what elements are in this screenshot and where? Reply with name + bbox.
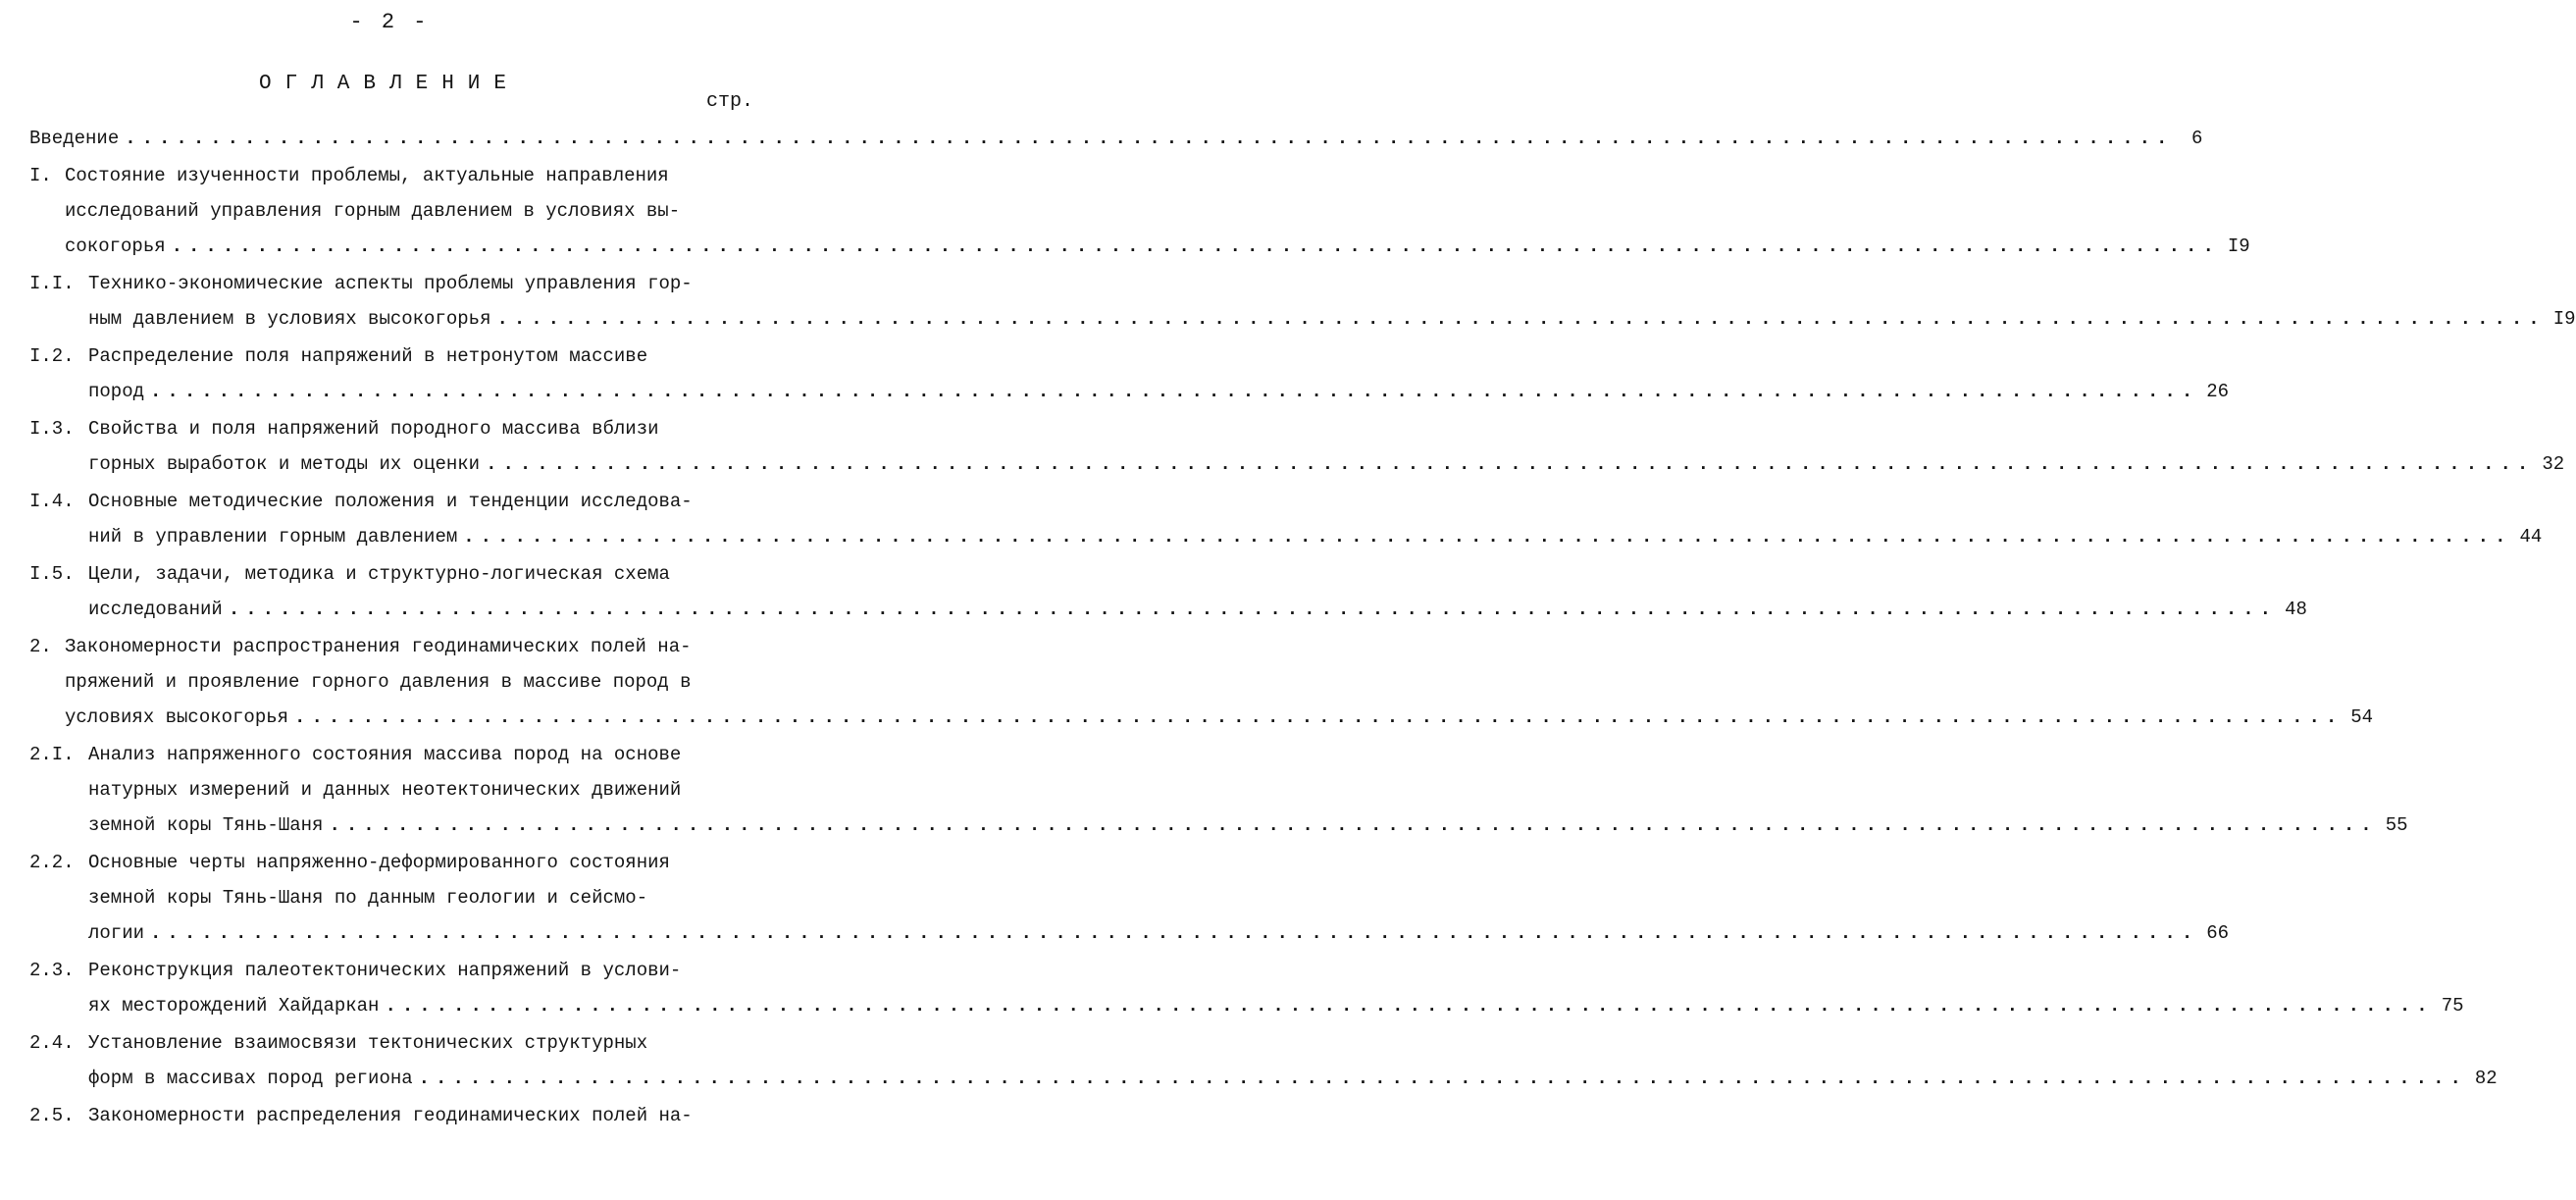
toc-entry-number: 2.4. (29, 1032, 75, 1054)
toc-line (0, 1025, 779, 1061)
toc-page-number: 82 (2474, 1068, 2498, 1089)
dot-leader: ........................................................................................................................ (329, 814, 2378, 836)
toc-entry-text: Введение (29, 128, 120, 149)
toc-line (0, 1098, 779, 1133)
toc-entry (0, 484, 2543, 554)
toc-entry-text: Установление взаимосвязи тектонических структурных (88, 1032, 648, 1054)
toc-entry (0, 953, 2464, 1023)
toc-line (0, 556, 779, 592)
toc-entry-text: Анализ напряженного состояния массива пород на основе (88, 744, 682, 765)
toc-entry-text: Реконструкция палеотектонических напряжений в услови- (88, 960, 682, 981)
toc-line (0, 374, 2230, 409)
dot-leader: ........................................................................................................................ (486, 453, 2535, 475)
toc-line (0, 301, 2576, 337)
toc-entry-text: исследований (88, 599, 223, 620)
toc-entry-text: ях месторождений Хайдаркан (88, 995, 380, 1017)
toc-line (0, 988, 2464, 1023)
toc-line (0, 845, 779, 880)
toc-entry-text: Распределение поля напряжений в нетронутом массиве (88, 345, 648, 367)
toc-entry-text: Состояние изученности проблемы, актуальные направления (65, 165, 669, 186)
toc-entry (0, 629, 2374, 735)
toc-entry-text: земной коры Тянь-Шаня по данным геологии и сейсмо- (88, 887, 648, 909)
toc-page-number: 66 (2206, 922, 2230, 944)
toc-entry-text: Закономерности распределения геодинамических полей на- (88, 1105, 693, 1126)
toc-entry (0, 845, 2230, 951)
toc-entry (0, 158, 2250, 264)
dot-leader: ........................................................................................................................ (418, 1068, 2467, 1089)
toc-page-number: 44 (2519, 526, 2543, 548)
toc-entry-text: земной коры Тянь-Шаня (88, 814, 324, 836)
toc-line (0, 446, 2565, 482)
toc-entry-number: I. (29, 165, 52, 186)
toc-line (0, 880, 779, 915)
toc-entry (0, 1025, 2498, 1096)
toc-entry (0, 556, 2307, 627)
toc-page-number: I9 (2227, 235, 2250, 257)
toc-entry-text: исследований управления горным давлением в условиях вы- (65, 200, 681, 222)
toc-entry-text: пород (88, 381, 145, 402)
toc-line (0, 193, 779, 229)
toc-entry-number: I.2. (29, 345, 75, 367)
toc-entry-number: I.5. (29, 563, 75, 585)
toc-line (0, 266, 779, 301)
toc-line (0, 915, 2230, 951)
toc-line (0, 700, 2374, 735)
toc-line (0, 1061, 2498, 1096)
toc-entry-text: сокогорья (65, 235, 166, 257)
dot-leader: ........................................................................................................................ (171, 235, 2220, 257)
toc-entry-text: Технико-экономические аспекты проблемы управления гор- (88, 273, 693, 294)
dot-leader: ........................................................................................................................ (125, 128, 2174, 149)
toc-line (0, 772, 779, 808)
toc-entry-number: 2.I. (29, 744, 75, 765)
toc-line (0, 629, 779, 664)
toc-entry-text: Свойства и поля напряжений породного массива вблизи (88, 418, 659, 440)
toc-entry (0, 1098, 779, 1133)
toc-entry-number: 2.2. (29, 852, 75, 873)
dot-leader: ........................................................................................................................ (150, 381, 2199, 402)
toc-line (0, 229, 2250, 264)
dot-leader: ........................................................................................................................ (496, 308, 2546, 330)
toc-line (0, 121, 2203, 156)
toc-entry-number: 2.5. (29, 1105, 75, 1126)
toc-entry (0, 266, 2576, 337)
toc-line (0, 737, 779, 772)
toc-line (0, 519, 2543, 554)
toc-entry-text: ний в управлении горным давлением (88, 526, 458, 548)
toc-page-number: 26 (2206, 381, 2230, 402)
toc-line (0, 484, 779, 519)
toc-entry-text: горных выработок и методы их оценки (88, 453, 481, 475)
toc-entry (0, 339, 2230, 409)
toc-line (0, 592, 2307, 627)
toc-entry-text: Основные методические положения и тенденции исследова- (88, 491, 693, 512)
toc-page-number: 32 (2542, 453, 2565, 475)
toc-page-number: 55 (2385, 814, 2408, 836)
toc-entry (0, 411, 2565, 482)
toc-entry (0, 121, 2203, 156)
toc-entry-number: I.3. (29, 418, 75, 440)
toc-entry-text: условиях высокогорья (65, 706, 289, 728)
dot-leader: ........................................................................................................................ (385, 995, 2434, 1017)
toc-entry-text: Закономерности распространения геодинамических полей на- (65, 636, 692, 657)
toc-entry-number: 2. (29, 636, 52, 657)
toc-page-number: I9 (2552, 308, 2576, 330)
toc-line (0, 953, 779, 988)
toc-entry-text: Цели, задачи, методика и структурно-логическая схема (88, 563, 670, 585)
toc-page-number: 54 (2350, 706, 2374, 728)
dot-leader: ........................................................................................................................ (463, 526, 2512, 548)
toc-entry-number: I.4. (29, 491, 75, 512)
toc-entry-text: Основные черты напряженно-деформированного состояния (88, 852, 670, 873)
toc-line (0, 158, 779, 193)
toc-entry-number: 2.3. (29, 960, 75, 981)
toc-page-number: 6 (2191, 128, 2203, 149)
toc-entry (0, 737, 2408, 843)
toc-page-number: 75 (2441, 995, 2464, 1017)
toc-page-number: 48 (2285, 599, 2307, 620)
toc-entry-number: I.I. (29, 273, 75, 294)
page-number: - 2 - (349, 10, 430, 34)
dot-leader: ........................................................................................................................ (294, 706, 2344, 728)
toc-entry-text: логии (88, 922, 145, 944)
table-of-contents (0, 121, 2576, 1133)
toc-line (0, 411, 779, 446)
toc-line (0, 339, 779, 374)
page-column-label: стр. (705, 90, 753, 113)
toc-entry-text: ным давлением в условиях высокогорья (88, 308, 491, 330)
toc-entry-text: натурных измерений и данных неотектонических движений (88, 779, 682, 801)
dot-leader: ........................................................................................................................ (228, 599, 2278, 620)
toc-line (0, 808, 2408, 843)
toc-entry-text: форм в массивах пород региона (88, 1068, 413, 1089)
toc-entry-text: пряжений и проявление горного давления в массиве пород в (65, 671, 692, 693)
toc-title: ОГЛАВЛЕНИЕ (258, 73, 521, 95)
dot-leader: ........................................................................................................................ (150, 922, 2199, 944)
toc-line (0, 664, 779, 700)
